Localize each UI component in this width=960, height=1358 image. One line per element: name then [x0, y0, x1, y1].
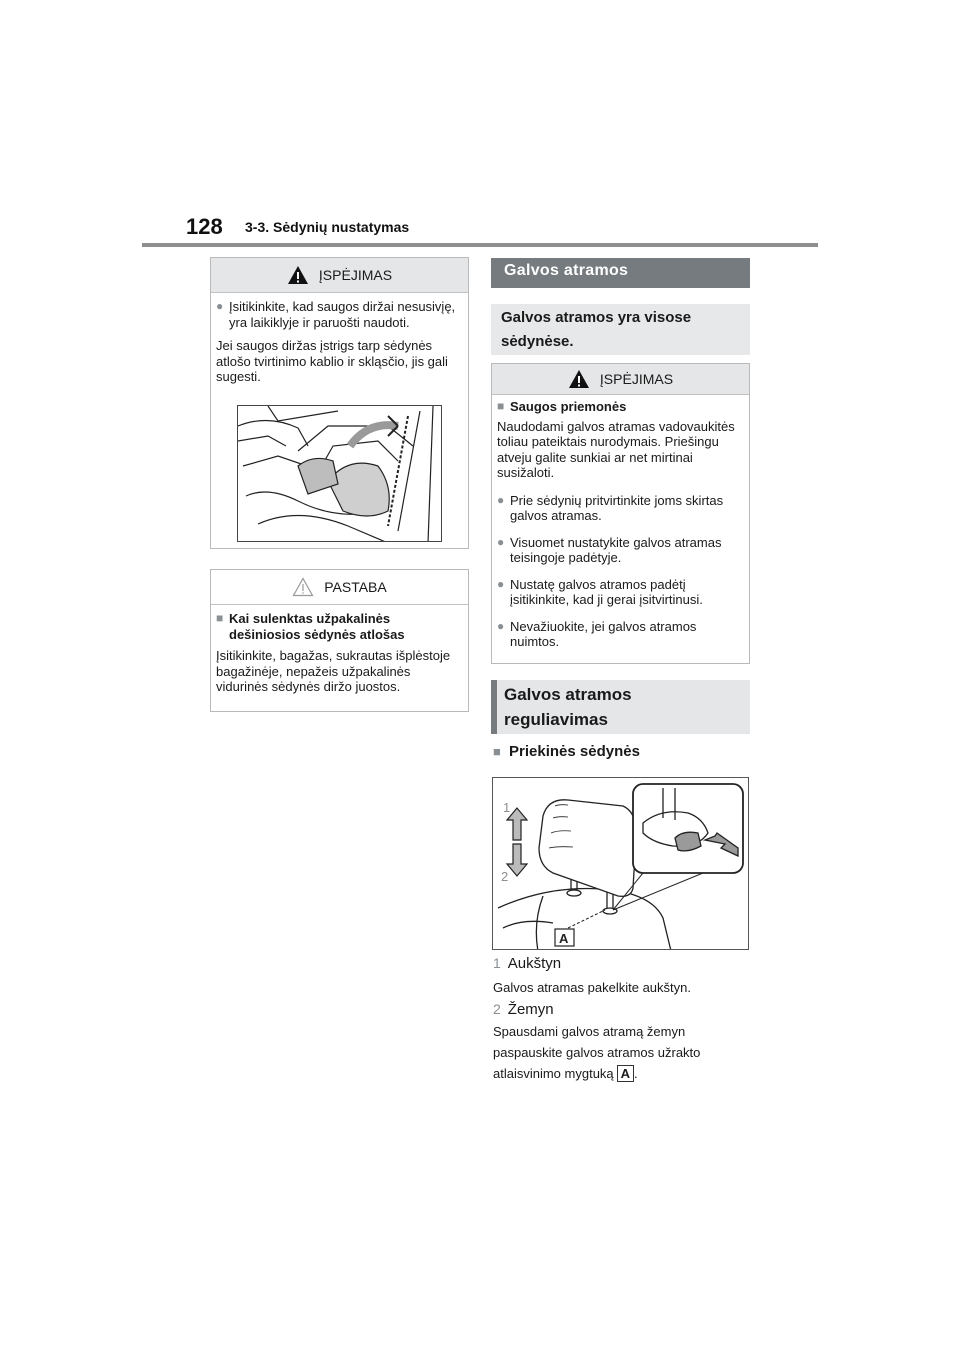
seatbelt-illustration	[237, 405, 442, 542]
label-up: 1	[503, 800, 511, 815]
label-down: 2	[501, 869, 509, 884]
warning-paragraph: Naudodami galvos atramas vadovaukitės toliau pateiktais nurodymais. Priešingu atveju galite sunkiai ar net mirtinai susižaloti.	[497, 418, 735, 480]
warning-box-body	[211, 293, 468, 385]
note-paragraph: Įsitikinkite, bagažas, sukrautas išplėstoje bagažinėje, nepažeis užpakalinės vidurinės sėdynės diržo juostos.	[216, 648, 451, 694]
warning-box-header	[211, 258, 468, 293]
section-title: 3-3. Sėdynių nustatymas	[245, 219, 410, 235]
step-1	[493, 955, 753, 998]
step-2	[493, 1001, 753, 1084]
bullet-dot-icon: ●	[497, 618, 505, 633]
bullet-dot-icon: ●	[497, 576, 505, 591]
head-restraint-illustration	[492, 777, 749, 950]
warning-title: ĮSPĖJIMAS	[318, 267, 393, 283]
step-2-text: Spausdami galvos atramą žemyn paspauskite galvos atramos užrakto atlaisvinimo mygtuką A .	[493, 1024, 701, 1081]
square-bullet-icon: ■	[216, 611, 224, 625]
bullet-dot-icon: ●	[497, 534, 505, 549]
bullet-dot-icon: ●	[216, 299, 224, 313]
square-bullet-icon: ■	[493, 744, 501, 759]
step-1-text: Galvos atramas pakelkite aukštyn.	[493, 980, 691, 995]
warning-box-body	[492, 395, 749, 650]
caution-outline-icon	[292, 577, 314, 597]
seatbelt-drawing	[238, 406, 442, 542]
warning-bullet: ● Nustatę galvos atramos padėtį įsitikinkite, kad ji gerai įsitvirtinusi.	[497, 576, 703, 607]
step-2-title: 2 Žemyn	[493, 1001, 554, 1018]
warning-triangle-icon	[287, 265, 309, 285]
warning-bullet: ● Įsitikinkite, kad saugos diržai nesusivįę, yra laikiklyje ir paruošti naudoti.	[216, 299, 456, 330]
warning-box-header	[492, 364, 749, 395]
warning-bullet: ● Nevažiuokite, jei galvos atramos nuimtos.	[497, 618, 697, 649]
label-a: A	[559, 931, 569, 946]
release-button-label: A	[617, 1065, 634, 1082]
note-title: PASTABA	[324, 579, 387, 595]
head-restraint-drawing	[493, 778, 749, 950]
warning-triangle-icon	[568, 369, 590, 389]
header-rule	[142, 243, 818, 247]
head-restraints-title: Galvos atramos	[504, 262, 629, 279]
front-seats-subheading: ■ Priekinės sėdynės	[493, 743, 640, 760]
warning-title: ĮSPĖJIMAS	[599, 371, 674, 387]
warning-subheading: ■ Saugos priemonės	[497, 399, 627, 414]
note-heading: ■ Kai sulenktas užpakalinės dešiniosios sėdynės atlošas	[216, 611, 405, 642]
adjustment-heading: Galvos atramos reguliavimas	[491, 680, 750, 734]
warning-paragraph: Jei saugos diržas įstrigs tarp sėdynės atlošo tvirtinimo kablio ir skląsčio, jis gali sugesti.	[216, 338, 448, 384]
warning-box-right	[491, 363, 750, 664]
note-box-header	[211, 570, 468, 605]
note-box-body	[211, 605, 468, 695]
step-1-title: 1 Aukštyn	[493, 955, 562, 972]
warning-bullet: ● Visuomet nustatykite galvos atramas teisingoje padėtyje.	[497, 534, 722, 565]
warning-bullet: ● Prie sėdynių pritvirtinkite joms skirtas galvos atramas.	[497, 492, 724, 523]
warning-box-left	[210, 257, 469, 549]
note-box	[210, 569, 469, 712]
head-restraints-intro: Galvos atramos yra visose sėdynėse.	[491, 304, 750, 355]
square-bullet-icon: ■	[497, 399, 505, 413]
page-number: 128	[186, 214, 223, 239]
bullet-dot-icon: ●	[497, 492, 505, 507]
head-restraints-title-bar	[491, 258, 750, 288]
